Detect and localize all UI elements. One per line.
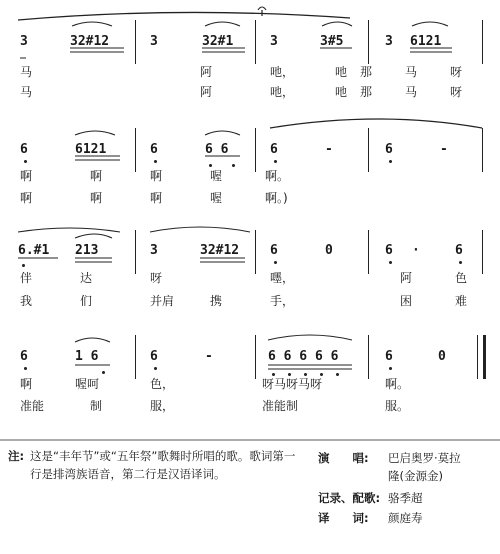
lyric: 困 xyxy=(400,294,413,308)
bar-line xyxy=(368,128,369,172)
lyric: 阿 xyxy=(200,65,213,79)
note: 3 xyxy=(20,34,28,49)
lyric: 啊 xyxy=(20,191,33,205)
credit-role-recorder: 记录、配歌: xyxy=(318,491,381,505)
note: 32#12 xyxy=(70,34,110,49)
footnote-label: 注: xyxy=(8,449,25,463)
lyric: 喔呵 xyxy=(75,377,100,391)
note: 1 6 xyxy=(75,349,99,364)
lyric: 啊 xyxy=(90,191,103,205)
lyric: 呀 xyxy=(150,271,163,285)
slur-row2-a xyxy=(75,131,115,135)
lyric: 手， xyxy=(270,294,295,308)
low-octave-dot xyxy=(389,367,392,370)
low-octave-dot xyxy=(154,367,157,370)
bar-line xyxy=(255,335,256,379)
bar-line xyxy=(368,335,369,379)
low-octave-dot xyxy=(154,160,157,163)
bar-line xyxy=(368,230,369,274)
slur-row2-b xyxy=(205,131,240,135)
lyric: 那 xyxy=(360,65,373,79)
note: 213 xyxy=(75,243,99,258)
low-octave-dot xyxy=(288,373,291,376)
lyric: 啊 xyxy=(150,191,163,205)
note: 6 xyxy=(20,349,28,364)
bar-line xyxy=(255,230,256,274)
lyric: 喔 xyxy=(210,191,223,205)
low-octave-dot xyxy=(232,164,235,167)
low-octave-dot xyxy=(24,367,27,370)
slur-row1-d xyxy=(412,22,448,26)
lyric: 呀 xyxy=(450,65,463,79)
bar-line xyxy=(255,20,256,64)
augmentation-dot: · xyxy=(412,243,420,258)
note: 6 6 6 6 6 xyxy=(268,349,339,364)
note: 6 6 xyxy=(205,142,229,157)
low-octave-dot xyxy=(209,164,212,167)
bar-line xyxy=(368,20,369,64)
note: 6.#1 xyxy=(18,243,50,258)
lyric: 吔 xyxy=(335,65,348,79)
bar-line xyxy=(135,335,136,379)
slur-row3-b xyxy=(75,234,112,238)
note: 32#12 xyxy=(200,243,240,258)
low-octave-dot xyxy=(24,160,27,163)
low-octave-dot xyxy=(274,261,277,264)
low-octave-dot xyxy=(336,373,339,376)
lyric: 色， xyxy=(150,377,175,391)
lyric: 啊 xyxy=(20,169,33,183)
lyric: 呀 xyxy=(450,85,463,99)
lyric: 那 xyxy=(360,85,373,99)
lyric: 马 xyxy=(20,65,33,79)
slur-row1-c xyxy=(322,22,352,26)
note: 6121 xyxy=(75,142,107,157)
lyric: 准能 xyxy=(20,399,45,413)
credit-name-singer: 巴启奥罗·莫拉 xyxy=(388,451,461,465)
lyric: 马 xyxy=(20,85,33,99)
note: 6 xyxy=(385,349,393,364)
lyric: 呀马呀马呀 xyxy=(262,377,323,391)
credit-role-singer: 演 唱: xyxy=(318,451,369,465)
lyric: 啊。 xyxy=(265,169,290,183)
note: 32#1 xyxy=(202,34,234,49)
final-barline-thick xyxy=(483,335,486,379)
lyric: 吔 xyxy=(335,85,348,99)
lyric: 吔， xyxy=(270,85,295,99)
lyric: 我 xyxy=(20,294,33,308)
lyric: 色 xyxy=(455,271,468,285)
lyric: 啊 xyxy=(90,169,103,183)
lyric: 们 xyxy=(80,294,93,308)
slur-row1-a xyxy=(72,22,112,26)
lyric: 啊 xyxy=(150,169,163,183)
credit-name-recorder: 骆季超 xyxy=(388,491,423,505)
bar-line xyxy=(482,230,483,274)
low-octave-dot xyxy=(102,371,105,374)
lyric: 并肩 xyxy=(150,294,175,308)
lyric: 啊。 xyxy=(385,377,410,391)
note: 6 xyxy=(20,142,28,157)
tie-row2 xyxy=(270,119,482,128)
note: 3 xyxy=(270,34,278,49)
low-octave-dot xyxy=(304,373,307,376)
note: 3 xyxy=(150,243,158,258)
note: 6 xyxy=(270,243,278,258)
note: 6 xyxy=(455,243,463,258)
note: 6 xyxy=(385,243,393,258)
low-octave-dot xyxy=(320,373,323,376)
credit-name-translator: 颜庭寿 xyxy=(388,511,423,525)
low-octave-dot xyxy=(389,261,392,264)
note: 0 xyxy=(325,243,333,258)
bar-line xyxy=(135,20,136,64)
phrase-slur-row1 xyxy=(18,12,350,20)
note: 3#5 xyxy=(320,34,344,49)
note: 6 xyxy=(385,142,393,157)
note: 6 xyxy=(270,142,278,157)
lyric: 阿 xyxy=(200,85,213,99)
lyric: 吔， xyxy=(270,65,295,79)
slur-row1-b xyxy=(205,22,240,26)
lyric: 马 xyxy=(405,65,418,79)
low-octave-dot xyxy=(272,373,275,376)
bar-line xyxy=(482,20,483,64)
note: 3 xyxy=(150,34,158,49)
lyric: 难 xyxy=(455,294,468,308)
slur-row4-b xyxy=(268,335,352,340)
lyric: 马 xyxy=(405,85,418,99)
lyric: 嚜， xyxy=(270,271,295,285)
lyric: 服， xyxy=(150,399,175,413)
lyric: 喔 xyxy=(210,169,223,183)
bar-line xyxy=(255,128,256,172)
slur-row3-c xyxy=(150,227,250,232)
final-barline-thin xyxy=(477,335,478,379)
credit-name-singer-cont: 隆(金源金) xyxy=(388,469,443,483)
note: 6 xyxy=(150,142,158,157)
low-octave-dot xyxy=(22,264,25,267)
low-octave-dot xyxy=(274,160,277,163)
lyric: 阿 xyxy=(400,271,413,285)
low-octave-dot xyxy=(389,160,392,163)
lyric: 啊。) xyxy=(265,191,288,205)
lyric: 啊 xyxy=(20,377,33,391)
footnote-text: 这是“丰年节”或“五年祭”歌舞时所唱的歌。歌词第一行是排湾族语音，第二行是汉语译词。 xyxy=(30,449,296,481)
lyric: 伴 xyxy=(20,271,33,285)
note: - xyxy=(440,142,448,157)
note: 3 xyxy=(385,34,393,49)
low-octave-dot xyxy=(459,261,462,264)
slur-row3-a xyxy=(18,228,120,232)
bar-line xyxy=(135,128,136,172)
note: 0 xyxy=(438,349,446,364)
bar-line xyxy=(482,128,483,172)
credit-role-translator: 译 词: xyxy=(318,511,369,525)
note: 6 xyxy=(150,349,158,364)
note: - xyxy=(325,142,333,157)
lyric: 服。 xyxy=(385,399,410,413)
slur-row4-a xyxy=(75,338,110,342)
lyric: 达 xyxy=(80,271,93,285)
lyric: 携 xyxy=(210,294,223,308)
note: 6121 xyxy=(410,34,442,49)
lyric: 制 xyxy=(90,399,103,413)
bar-line xyxy=(135,230,136,274)
note: - xyxy=(205,349,213,364)
lyric: 准能制 xyxy=(262,399,299,413)
fermata-mark xyxy=(258,7,266,10)
